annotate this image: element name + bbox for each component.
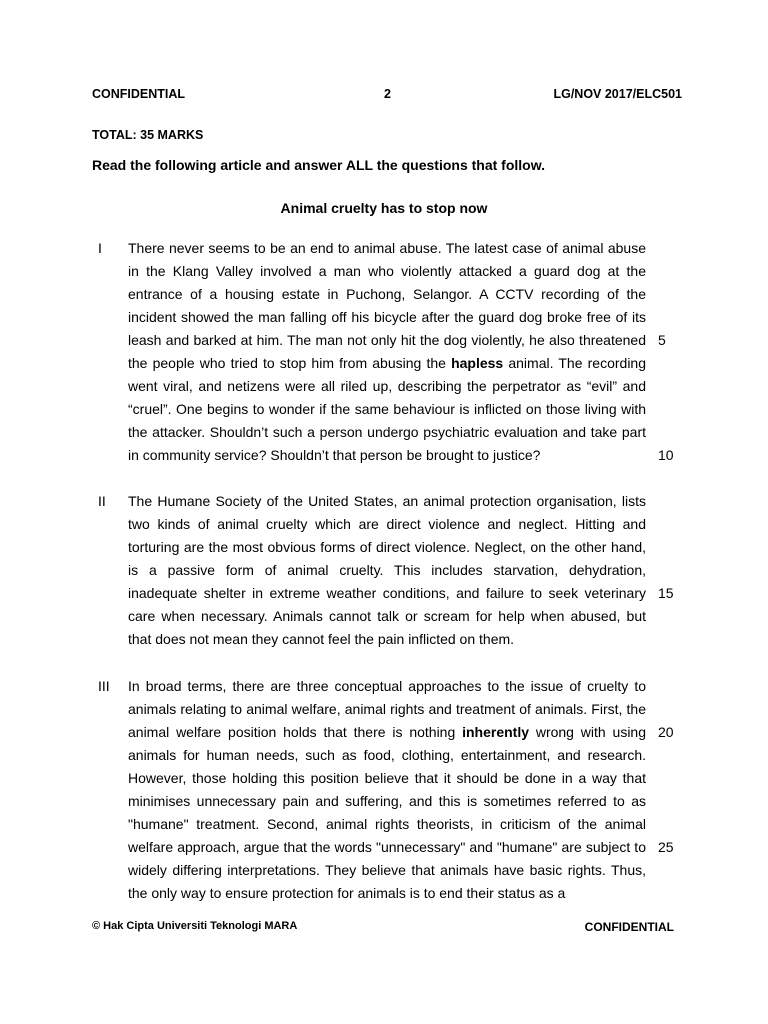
page-header xyxy=(92,87,682,103)
instruction: Read the following article and answer ALL the questions that follow. xyxy=(92,157,545,173)
total-marks: TOTAL: 35 MARKS xyxy=(92,128,204,142)
bold-word-hapless: hapless xyxy=(451,355,504,371)
line-number: 5 xyxy=(658,332,666,348)
confidential-label: CONFIDENTIAL xyxy=(92,87,186,101)
paragraph-number: II xyxy=(98,493,106,509)
paragraph-number: III xyxy=(98,678,110,694)
line-number: 15 xyxy=(658,585,674,601)
line-number: 20 xyxy=(658,724,674,740)
article-title: Animal cruelty has to stop now xyxy=(280,200,488,216)
paragraph-text: There never seems to be an end to animal abuse. The latest case of animal abuse in the Klang Valley involved a man who violently attacked a guard dog at the entrance of a housing estate in Puchong, Selangor. A CCTV recording of the incident showed the man falling off his bicycle after the guard dog broke free of its leash and barked at him. The man not only hit the dog violently, he also threatened the people who tried to stop him from abusing the hapless animal. The recording went viral, and netizens were all riled up, describing the perpetrator as “evil” and “cruel”. One begins to wonder if the same behaviour is inflicted on those living with the attacker. Shouldn’t such a person undergo psychiatric evaluation and take part in community service? Shouldn’t that person be brought to justice? xyxy=(128,240,647,463)
page-footer xyxy=(92,920,674,936)
line-number: 25 xyxy=(658,839,674,855)
exam-code: LG/NOV 2017/ELC501 xyxy=(553,87,682,101)
bold-word-inherently: inherently xyxy=(462,724,529,740)
page-number: 2 xyxy=(384,87,391,101)
copyright: © Hak Cipta Universiti Teknologi MARA xyxy=(92,920,298,932)
confidential-footer-label: CONFIDENTIAL xyxy=(584,920,674,934)
paragraph-text: The Humane Society of the United States, an animal protection organisation, lists two kinds of animal cruelty which are direct violence and neglect. Hitting and torturing are the most obvious forms of direct violence. Neglect, on the other hand, is a passive form of animal cruelty. This includes starvation, dehydration, inadequate shelter in extreme weather conditions, and failure to seek veterinary care when necessary. Animals cannot talk or scream for help when abused, but that does not mean they cannot feel the pain inflicted on them. xyxy=(128,493,646,647)
paragraph-number: I xyxy=(98,240,102,256)
line-number: 10 xyxy=(658,447,674,463)
paragraph-text: In broad terms, there are three conceptual approaches to the issue of cruelty to animals relating to animal welfare, animal rights and treatment of animals. First, the animal welfare position holds that there is nothing inherently wrong with using animals for human needs, such as food, clothing, entertainment, and research. However, those holding this position believe that it should be done in a way that minimises unnecessary pain and suffering, and this is sometimes referred to as "humane" treatment. Second, animal rights theorists, in criticism of the animal welfare approach, argue that the words "unnecessary" and "humane" are subject to widely differing interpretations. They believe that animals have basic rights. Thus, the only way to ensure protection for animals is to end their status as a xyxy=(128,678,647,901)
